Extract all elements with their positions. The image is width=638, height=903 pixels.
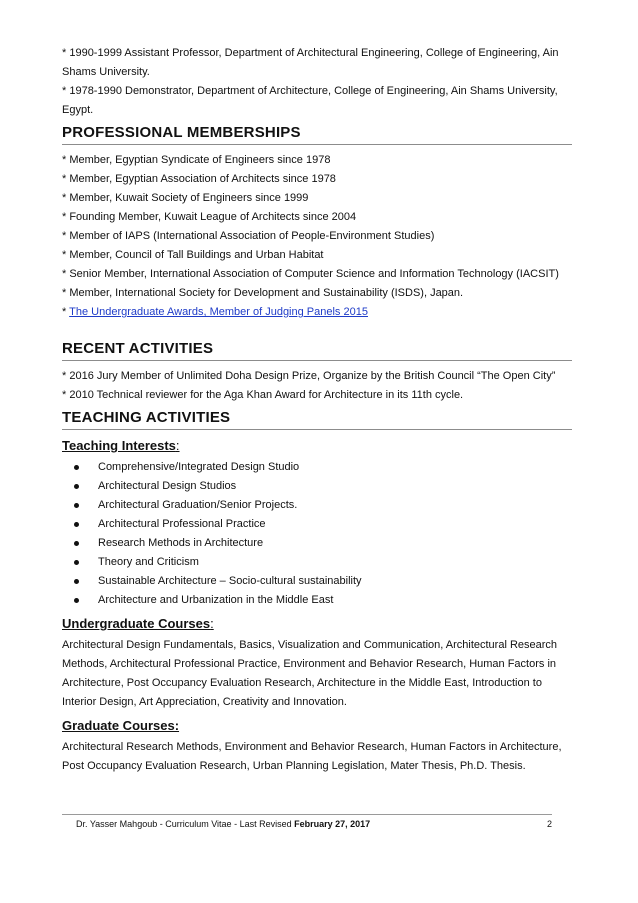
list-item: Architectural Design Studios: [74, 477, 572, 496]
list-item: Sustainable Architecture – Socio-cultural sustainability: [74, 572, 572, 591]
list-item: Architectural Professional Practice: [74, 515, 572, 534]
undergraduate-courses-colon: :: [210, 616, 214, 631]
teaching-interests-heading: [62, 436, 572, 455]
teaching-interests-colon: :: [175, 438, 180, 453]
graduate-courses-heading: Graduate Courses:: [62, 718, 180, 733]
membership-item: * Senior Member, International Association of Computer Science and Information Technology (IACSIT): [62, 268, 559, 280]
teaching-interests-list: [74, 458, 572, 610]
section-title-teaching-activities: TEACHING ACTIVITIES: [62, 408, 572, 430]
page-footer: [62, 814, 552, 829]
membership-item: * Member of IAPS (International Association of People-Environment Studies): [62, 230, 435, 242]
list-item: Architecture and Urbanization in the Middle East: [74, 591, 572, 610]
graduate-courses-text: Architectural Research Methods, Environment and Behavior Research, Human Factors in Architecture, Post Occupancy Evaluation Research, Urban Planning Legislation, Mater Thesis, Ph.D. Thesis.: [62, 741, 562, 772]
membership-item: * Member, Council of Tall Buildings and Urban Habitat: [62, 249, 324, 261]
undergraduate-awards-link[interactable]: The Undergraduate Awards, Member of Judging Panels 2015: [69, 306, 368, 318]
membership-item: * Member, Egyptian Association of Architects since 1978: [62, 173, 336, 185]
experience-item: * 1978-1990 Demonstrator, Department of Architecture, College of Engineering, Ain Shams University, Egypt.: [62, 85, 558, 116]
membership-item: * Member, International Society for Development and Sustainability (ISDS), Japan.: [62, 287, 464, 299]
recent-activity-item: * 2016 Jury Member of Unlimited Doha Design Prize, Organize by the British Council “The Open City”: [62, 370, 556, 382]
membership-item: * Member, Kuwait Society of Engineers since 1999: [62, 192, 309, 204]
list-item: Architectural Graduation/Senior Projects.: [74, 496, 572, 515]
section-title-memberships: PROFESSIONAL MEMBERSHIPS: [62, 123, 572, 145]
experience-item: * 1990-1999 Assistant Professor, Department of Architectural Engineering, College of Engineering, Ain Shams University.: [62, 47, 559, 78]
footer-label: Dr. Yasser Mahgoub - Curriculum Vitae - Last Revised: [76, 819, 295, 829]
membership-link-item: [62, 303, 572, 322]
undergraduate-courses-text: Architectural Design Fundamentals, Basics, Visualization and Communication, Architectural Research Methods, Architectural Professional Practice, Environment and Behavior Research, Human Factors in Architecture, Post Occupancy Evaluation Research, Architecture in the Middle East, Introduction to Interior Design, Art Appreciation, Creativity and Innovation.: [62, 639, 558, 708]
page-number: 2: [546, 819, 552, 829]
footer-date: February 27, 2017: [294, 819, 371, 829]
list-item: Theory and Criticism: [74, 553, 572, 572]
list-item: Comprehensive/Integrated Design Studio: [74, 458, 572, 477]
teaching-interests-label: Teaching Interests: [62, 438, 176, 453]
undergraduate-courses-label: Undergraduate Courses: [62, 616, 211, 631]
page-content: [62, 44, 572, 776]
link-prefix: *: [62, 306, 70, 318]
membership-item: * Member, Egyptian Syndicate of Engineers since 1978: [62, 154, 331, 166]
undergraduate-courses-heading: [62, 614, 572, 633]
recent-activity-item: * 2010 Technical reviewer for the Aga Khan Award for Architecture in its 11th cycle.: [62, 389, 464, 401]
section-title-recent-activities: RECENT ACTIVITIES: [62, 339, 572, 361]
footer-text: [76, 819, 370, 829]
list-item: Research Methods in Architecture: [74, 534, 572, 553]
membership-item: * Founding Member, Kuwait League of Architects since 2004: [62, 211, 357, 223]
